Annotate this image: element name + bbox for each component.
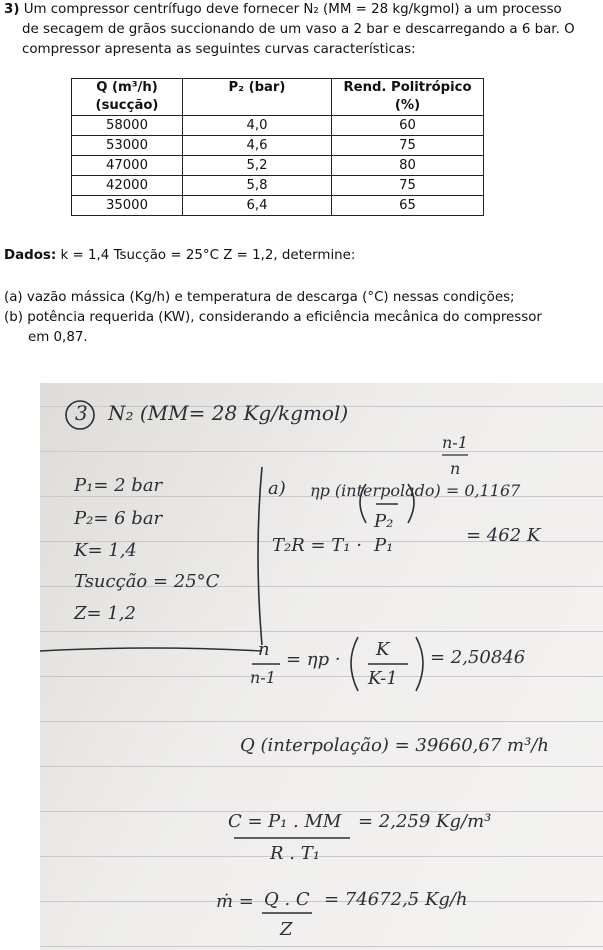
- cell-p2: 5,2: [183, 156, 332, 176]
- hw-frac-p2: P₂: [374, 511, 394, 532]
- handwritten-solution-photo: [40, 383, 603, 950]
- table-header-row: [72, 79, 484, 116]
- hw-t2r-result: = 462 K: [466, 525, 541, 546]
- header-eff-sub: (%): [394, 98, 421, 113]
- hw-title: N₂ (MM= 28 Kg/kgmol): [108, 401, 349, 425]
- problem-number: 3): [4, 2, 20, 17]
- cell-q: 35000: [72, 196, 183, 216]
- hw-q-interpolacao: Q (interpolação) = 39660,67 m³/h: [240, 735, 549, 756]
- hw-rho-result: = 2,259 Kg/m³: [358, 811, 492, 832]
- hw-part-a: a): [268, 478, 286, 499]
- dados-line: [4, 248, 355, 263]
- hw-n-num: n: [258, 639, 270, 660]
- hw-m-den: Z: [280, 919, 293, 940]
- hw-k-num: K: [376, 639, 390, 660]
- hw-t2r-left: T₂R = T₁ ·: [272, 535, 362, 556]
- hw-eta: ηp (interpolado) = 0,1167: [310, 481, 521, 500]
- problem-line-2: de secagem de grãos succionando de um vaso a 2 bar e descarregando a 6 bar. O: [22, 22, 575, 37]
- header-eff: [332, 79, 484, 116]
- hw-exp-num: n-1: [442, 433, 468, 452]
- table-row: [72, 176, 484, 196]
- problem-line-1: [4, 0, 599, 20]
- cell-q: 42000: [72, 176, 183, 196]
- table-row: [72, 156, 484, 176]
- hw-given-tsuccao: Tsucção = 25°C: [74, 571, 220, 592]
- compressor-curves-table: [71, 78, 484, 216]
- table-row: [72, 136, 484, 156]
- hw-k-den: K-1: [368, 668, 398, 689]
- question-b-line-2: em 0,87.: [28, 330, 88, 345]
- header-p2: [183, 79, 332, 116]
- table-row: [72, 116, 484, 136]
- cell-q: 58000: [72, 116, 183, 136]
- hw-rho-den: R . T₁: [270, 843, 320, 864]
- hw-rho-left: C =: [228, 811, 263, 832]
- header-q-sub: (sucção): [95, 98, 159, 113]
- header-q: [72, 79, 183, 116]
- cell-p2: 6,4: [183, 196, 332, 216]
- hw-m-num: Q . C: [264, 889, 310, 910]
- hw-exp-den: n: [450, 459, 461, 478]
- header-q-label: Q (m³/h): [96, 80, 158, 95]
- dados-text: k = 1,4 Tsucção = 25°C Z = 1,2, determine:: [60, 248, 356, 263]
- cell-q: 53000: [72, 136, 183, 156]
- cell-p2: 5,8: [183, 176, 332, 196]
- cell-eff: 80: [332, 156, 484, 176]
- hw-n-den: n-1: [250, 668, 276, 687]
- hw-m-result: = 74672,5 Kg/h: [324, 889, 468, 910]
- cell-q: 47000: [72, 156, 183, 176]
- question-a: (a) vazão mássica (Kg/h) e temperatura de descarga (°C) nessas condições;: [4, 290, 515, 305]
- cell-eff: 65: [332, 196, 484, 216]
- table-row: [72, 196, 484, 216]
- cell-p2: 4,0: [183, 116, 332, 136]
- hw-given-p1: P₁= 2 bar: [74, 475, 163, 496]
- hw-frac-p1: P₁: [374, 535, 394, 556]
- hw-rho-num: P₁ . MM: [268, 811, 342, 832]
- cell-eff: 60: [332, 116, 484, 136]
- hw-given-z: Z= 1,2: [74, 603, 136, 624]
- cell-eff: 75: [332, 176, 484, 196]
- cell-eff: 75: [332, 136, 484, 156]
- cell-p2: 4,6: [183, 136, 332, 156]
- header-p2-label: P₂ (bar): [228, 80, 286, 95]
- dados-label: Dados:: [4, 248, 57, 263]
- question-b-line-1: (b) potência requerida (KW), considerando a eficiência mecânica do compressor: [4, 310, 542, 325]
- hw-given-p2: P₂= 6 bar: [74, 508, 163, 529]
- hw-m-left: ṁ =: [216, 891, 254, 912]
- hw-n-mid: = ηp ·: [286, 649, 341, 670]
- circled-number: 3: [75, 401, 88, 425]
- hw-n-result: = 2,50846: [430, 647, 526, 668]
- hw-given-k: K= 1,4: [74, 540, 137, 561]
- header-eff-label: Rend. Politrópico: [343, 80, 472, 95]
- problem-line-3: compressor apresenta as seguintes curvas características:: [22, 42, 416, 57]
- problem-intro-1: Um compressor centrífugo deve fornecer N₂ (MM = 28 kg/kgmol) a um processo: [23, 2, 562, 17]
